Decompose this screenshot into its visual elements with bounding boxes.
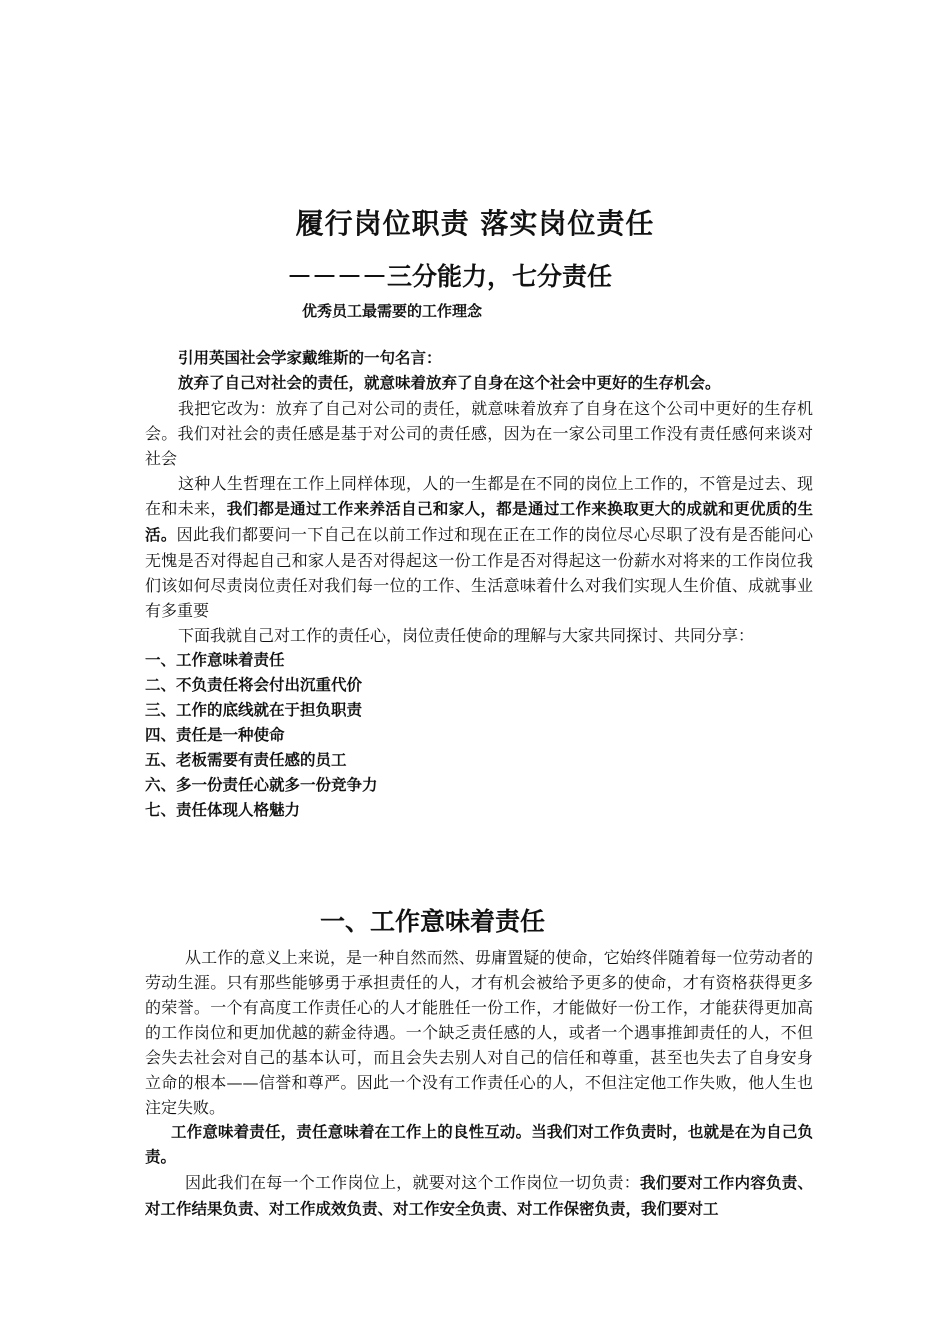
- outline-item: 一、工作意味着责任: [145, 651, 285, 669]
- section-1-paragraph-3: [145, 1170, 813, 1222]
- outline-item: 四、责任是一种使命: [145, 726, 285, 744]
- document-title: 履行岗位职责 落实岗位责任: [295, 207, 655, 240]
- outline-item: 三、工作的底线就在于担负职责: [145, 701, 363, 719]
- section-1-body: [145, 945, 813, 1222]
- intro-section: [145, 346, 813, 823]
- quote-text: 放弃了自己对社会的责任，就意味着放弃了自身在这个社会中更好的生存机会。: [178, 374, 721, 392]
- outline-item: 六、多一份责任心就多一份竞争力: [145, 776, 378, 794]
- intro-paragraph-1: 我把它改为：放弃了自己对公司的责任，就意味着放弃了自身在这个公司中更好的生存机会。我们对社会的责任感是基于对公司的责任感，因为在一家公司里工作没有责任感何来谈对社会: [145, 399, 813, 468]
- section-1-paragraph-3-emphasis: 我们要对工作内容负责、对工作结果负责、对工作成效负责、对工作安全负责、对工作保密负责，我们要对工: [145, 1174, 813, 1218]
- section-1-heading: 一、工作意味着责任: [320, 907, 546, 936]
- outline-item: 五、老板需要有责任感的员工: [145, 751, 347, 769]
- intro-paragraph-2-part-c: 因此我们都要问一下自己在以前工作过和现在正在工作的岗位尽心尽职了没有是否能问心无愧是否对得起自己和家人是否对得起这一份工作是否对得起这一份薪水对将来的工作岗位我们该如何尽责岗位责任对我们每一位的工作、生活意味着什么对我们实现人生价值、成就事业有多重要: [145, 525, 813, 620]
- section-1-paragraph-2: 工作意味着责任，责任意味着在工作上的良性互动。当我们对工作负责时，也就是在为自己负责。: [145, 1123, 813, 1166]
- document-subtitle: －－－－三分能力，七分责任: [287, 262, 613, 291]
- outline-item: 七、责任体现人格魅力: [145, 801, 301, 819]
- section-1-paragraph-3-part-a: 因此我们在每一个工作岗位上，就要对这个工作岗位一切负责：: [185, 1173, 640, 1192]
- intro-paragraph-3: 下面我就自己对工作的责任心，岗位责任使命的理解与大家共同探讨、共同分享：: [178, 626, 755, 645]
- intro-paragraph-2-part-a: 这种人生哲理在工作上同样体现，人的一生都是在不同的岗位上工作的，不管是过去、现在和未来，: [145, 474, 813, 518]
- section-1-paragraph-1: 从工作的意义上来说，是一种自然而然、毋庸置疑的使命，它始终伴随着每一位劳动者的劳动生涯。只有那些能够勇于承担责任的人，才有机会被给予更多的使命，才有资格获得更多的荣誉。一个有高度工作责任心的人才能胜任一份工作，才能做好一份工作，才能获得更加高的工作岗位和更加优越的薪金待遇。一个缺乏责任感的人，或者一个遇事推卸责任的人，不但会失去社会对自己的基本认可，而且会失去别人对自己的信任和尊重，甚至也失去了自身安身立命的根本——信誉和尊严。因此一个没有工作责任心的人，不但注定他工作失败，他人生也注定失败。: [145, 948, 813, 1117]
- outline-item: 二、不负责任将会付出沉重代价: [145, 676, 363, 694]
- intro-paragraph-2-emphasis: 我们都是通过工作来养活自己和家人，都是通过工作来换取更大的成就和更优质的生活。: [145, 500, 813, 544]
- document-tagline: 优秀员工最需要的工作理念: [302, 302, 483, 320]
- quote-intro: 引用英国社会学家戴维斯的一句名言：: [178, 349, 442, 367]
- intro-paragraph-2: [145, 471, 813, 623]
